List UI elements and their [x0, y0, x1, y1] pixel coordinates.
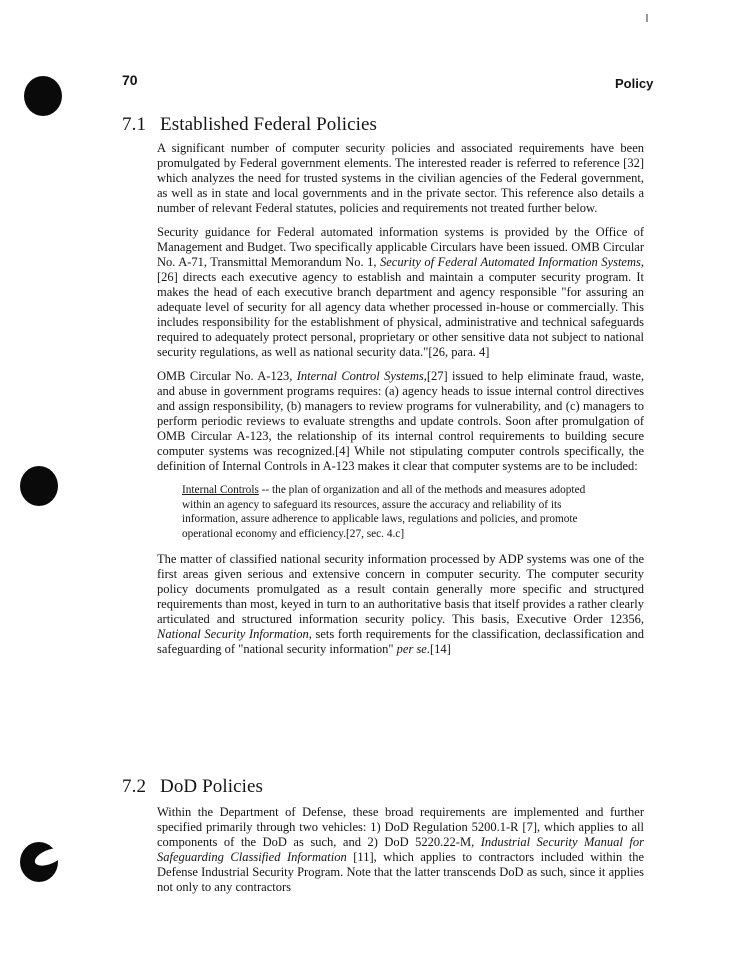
- italic-citation: per se: [396, 642, 427, 656]
- text-run: [26] directs each executive agency to establish and maintain a computer security program. It makes the head of each executive branch department and agency responsible "for assuring an adequate level of security for all agency data whether processed in-house or commercially. This includes responsibility for the establishment of physical, administrative and technical safeguards required to adequately protect personal, proprietary or other sensitive data not subject to national security regulations, as well as national security data."[26, para. 4]: [157, 270, 644, 359]
- block-quote: [182, 483, 600, 541]
- scan-mark: [646, 14, 648, 22]
- body-paragraph: [157, 805, 644, 895]
- section-number: 7.1: [122, 114, 147, 135]
- section-heading: [122, 114, 377, 136]
- body-paragraph: [157, 225, 644, 360]
- italic-citation: Security of Federal Automated Information Systems,: [379, 255, 644, 269]
- text-run: [11], which applies to contractors included within the Defense Industrial Security Program. Note that the latter transcends DoD as such, since it applies not only to any contractors: [157, 850, 645, 894]
- italic-citation: Internal Control Systems,: [296, 369, 427, 383]
- section-heading: [122, 776, 263, 798]
- text-run: , sets forth requirements for the classification, declassification and safeguarding of "national security information": [157, 627, 644, 656]
- section-body: [157, 805, 644, 904]
- section-body: [157, 141, 644, 666]
- section-title: DoD Policies: [160, 776, 264, 797]
- text-run: Security guidance for Federal automated information systems is provided by the Office of Management and Budget. Two specifically applicable Circulars have been issued. OMB Circular No. A-71, Transmittal Memorandum No. 1,: [157, 225, 644, 269]
- section-number: 7.2: [122, 776, 147, 797]
- italic-citation: National Security Information: [157, 627, 309, 641]
- binder-hole: [20, 466, 58, 506]
- text-run: A significant number of computer security policies and associated requirements have been promulgated by Federal government elements. The interested reader is referred to reference [32] which analyzes the need for trusted systems in the civilian agencies of the Federal government, as well as in state and local governments and in the private sector. This reference also details a number of relevant Federal statutes, policies and requirements not treated further below.: [157, 141, 644, 215]
- section-title: Established Federal Policies: [160, 114, 378, 135]
- binder-hole: [20, 842, 58, 882]
- italic-citation: Industrial Security Manual for Safeguarding Classified Information: [157, 835, 644, 864]
- binder-hole: [24, 76, 62, 116]
- text-run: [27] issued to help eliminate fraud, waste, and abuse in government programs requires: (a) agency heads to issue internal control directives and assign responsibility, (b) managers to review programs for vulnerability, and (c) managers to perform periodic reviews to evaluate strengths and update controls. Soon after promulgation of OMB Circular A-123, the relationship of its internal control requirements to building secure computer systems was recognized.[4] While not stipulating computer controls specifically, the definition of Internal Controls in A-123 makes it clear that computer systems are to be included:: [157, 369, 644, 473]
- page-number: 70: [122, 72, 138, 88]
- body-paragraph: [157, 369, 644, 474]
- defined-term: Internal Controls: [182, 484, 259, 496]
- text-run: OMB Circular No. A-123,: [157, 369, 297, 383]
- running-head: Policy: [615, 76, 654, 91]
- text-run: -- the plan of organization and all of the methods and measures adopted within an agency to safeguard its resources, assure the accuracy and reliability of its information, assure adherence to applicable laws, regulations and policies, and promote operational economy and efficiency.[27, sec. 4.c]: [182, 484, 586, 540]
- body-paragraph: [157, 141, 644, 216]
- text-run: Within the Department of Defense, these broad requirements are implemented and further specified primarily through two vehicles: 1) DoD Regulation 5200.1-R [7], which applies to all components of the DoD as such, and 2) DoD 5220.22-M,: [157, 805, 644, 849]
- text-run: .[14]: [426, 642, 451, 656]
- body-paragraph: [157, 552, 644, 657]
- text-run: The matter of classified national security information processed by ADP systems was one of the first areas given serious and extensive concern in computer security. The computer security policy documents promulgated as a result contain generally more specific and structured requirements than most, keyed in turn to an authoritative basis that itself provides a rather clearly articulated and structured information security policy. This basis, Executive Order 12356,: [157, 552, 644, 626]
